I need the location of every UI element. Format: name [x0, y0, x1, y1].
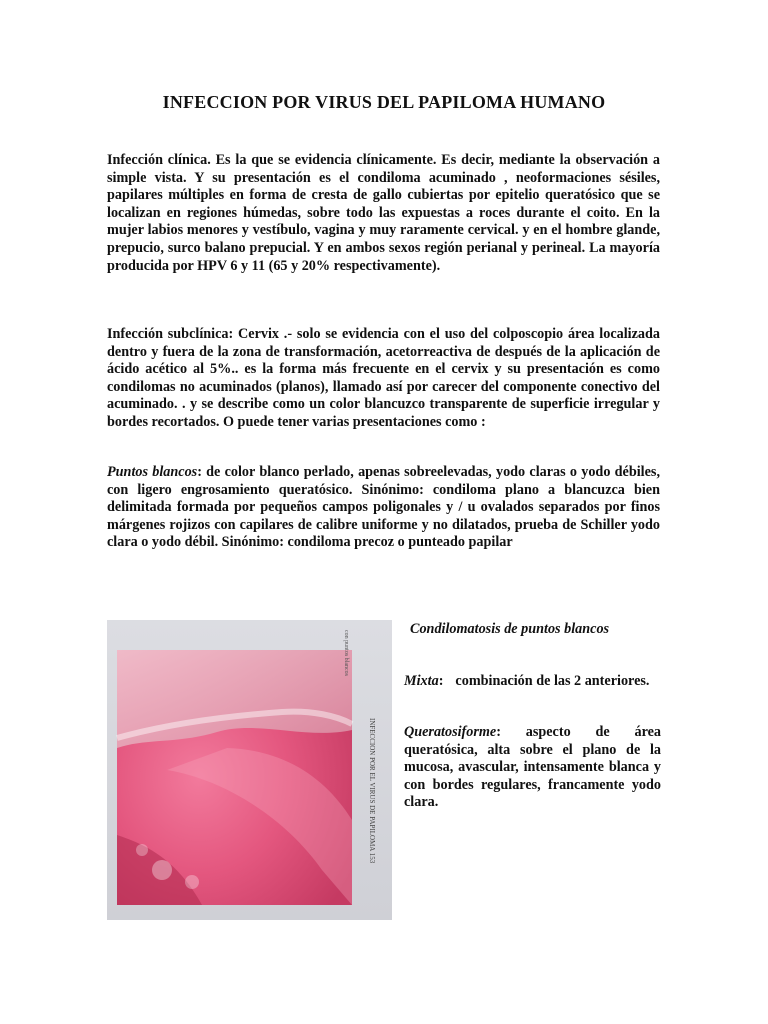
mixta-description: combinación de las 2 anteriores.: [455, 673, 650, 689]
photo-caption: Condilomatosis de puntos blancos: [410, 621, 610, 637]
paragraph-subclinical-infection: Infección subclínica: Cervix .- solo se evidencia con el uso del colposcopio área localizada dentro y fuera de la zona de transformación, acetorreactiva de después de la aplicación de ácido acético al 5%.. es la forma más frecuente en el cervix y su presentación es como condilomas no acuminados (planos), llamado así por carecer del componente conectivo del acuminado. . y se describe como un color blancuzco transparente de superficie irregular y bordes recortados. O puede tener varias presentaciones como :: [107, 326, 660, 430]
photo-spine-text: INFECCION POR EL VIRUS DE PAPILOMA 153: [368, 718, 376, 864]
term-mixta: Mixta: [404, 673, 439, 689]
paragraph-mixta: Mixta: combinación de las 2 anteriores.: [404, 673, 650, 689]
colposcopy-photo: [107, 620, 392, 920]
term-puntos-blancos: Puntos blancos: [107, 464, 198, 480]
white-points-description: : de color blanco perlado, apenas sobreelevadas, yodo claras o yodo débiles, con ligero engrosamiento queratósico. Sinónimo: condiloma plano a blancuzca bien delimitada formada por pequeños campos poligonales y / u ovalados separados por finos márgenes rojizos con capilares de calibre uniforme y no dilatados, prueba de Schiller yodo clara o yodo débil. Sinónimo: condiloma precoz o punteado papilar: [107, 464, 660, 551]
term-queratosiforme: Queratosiforme: [404, 724, 497, 740]
colposcopy-image: [107, 620, 392, 920]
photo-margin-text: con puntos blancos: [343, 630, 349, 676]
paragraph-white-points: [107, 464, 660, 552]
paragraph-clinical-infection: Infección clínica. Es la que se evidencia clínicamente. Es decir, mediante la observación a simple vista. Y su presentación es el condiloma acuminado , neoformaciones sésiles, papilares múltiples en forma de cresta de gallo cubiertas por epitelio queratósico que se localizan en regiones húmedas, sobre todo las expuestas a roces durante el coito. En la mujer labios menores y vestíbulo, vagina y muy raramente cervical. y en el hombre glande, prepucio, surco balano prepucial. Y en ambos sexos región perianal y perineal. La mayoría producida por HPV 6 y 11 (65 y 20% respectivamente).: [107, 152, 660, 274]
page-title: INFECCION POR VIRUS DEL PAPILOMA HUMANO: [162, 92, 606, 112]
paragraph-queratosiforme: [404, 724, 661, 812]
queratosiforme-description: : aspecto de área queratósica, alta sobre el plano de la mucosa, avascular, intensamente blanca y con bordes regulares, francamente yodo clara.: [404, 724, 661, 811]
